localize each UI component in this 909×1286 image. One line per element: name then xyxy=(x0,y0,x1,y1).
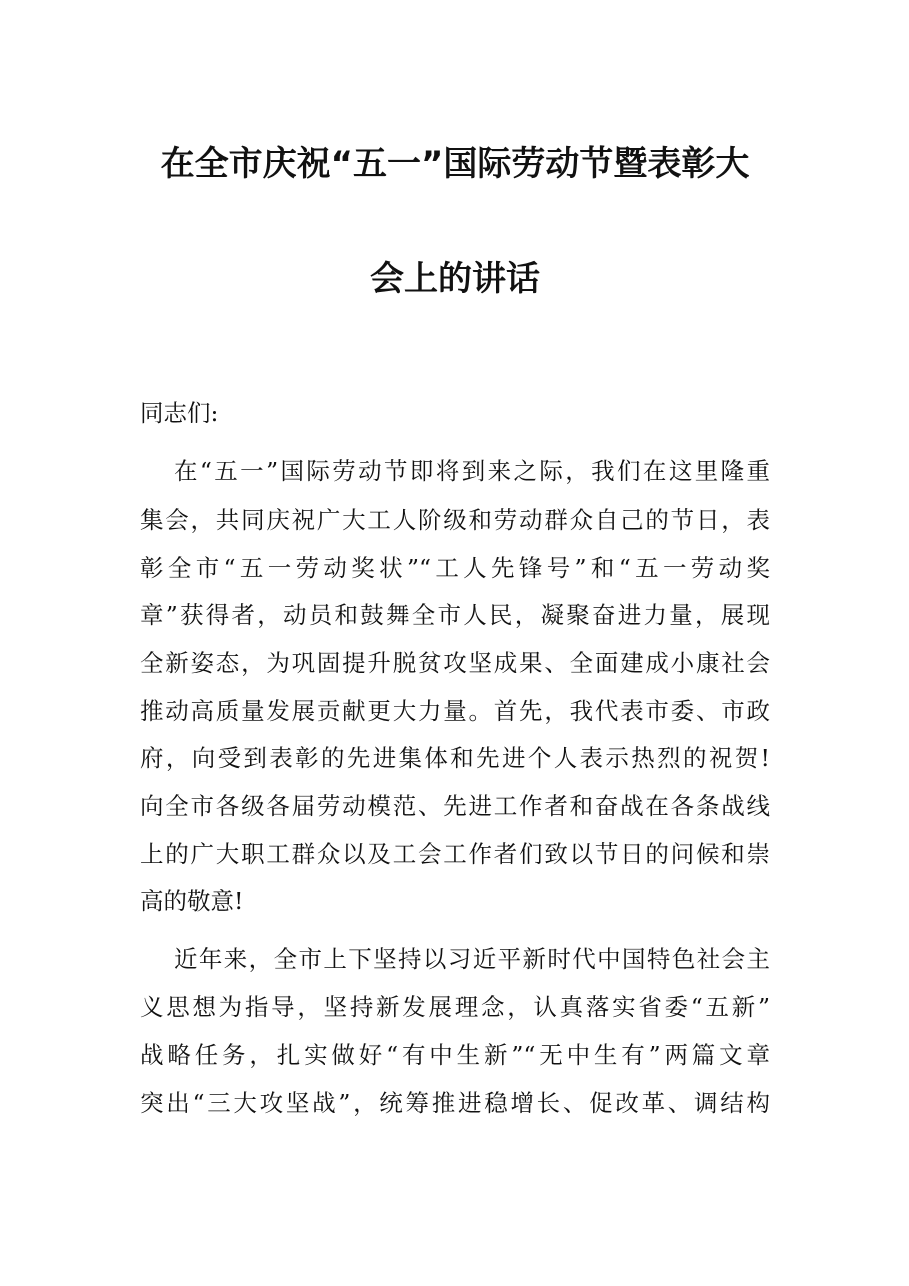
paragraph-2-line-1: 近年来，全市上下坚持以习近平新时代中国特色社会主 xyxy=(174,945,770,973)
paragraph-1-line-7: 府，向受到表彰的先进集体和先进个人表示热烈的祝贺! xyxy=(140,744,770,772)
paragraph-1-line-6: 推动高质量发展贡献更大力量。首先，我代表市委、市政 xyxy=(140,697,770,725)
paragraph-1-line-1: 在“五一”国际劳动节即将到来之际，我们在这里隆重 xyxy=(174,457,770,485)
paragraph-1-line-10: 高的敬意! xyxy=(140,887,244,915)
paragraph-1-line-9: 上的广大职工群众以及工会工作者们致以节日的问候和崇 xyxy=(140,840,770,868)
document-title-line-2: 会上的讲话 xyxy=(370,259,540,299)
paragraph-1-line-3: 彰全市“五一劳动奖状”“工人先锋号”和“五一劳动奖 xyxy=(140,554,770,582)
paragraph-1-line-2: 集会，共同庆祝广大工人阶级和劳动群众自己的节日，表 xyxy=(140,506,770,534)
paragraph-1-line-5: 全新姿态，为巩固提升脱贫攻坚成果、全面建成小康社会 xyxy=(140,649,770,677)
paragraph-2-line-2: 义思想为指导，坚持新发展理念，认真落实省委“五新” xyxy=(140,993,770,1021)
paragraph-2-line-3: 战略任务，扎实做好“有中生新”“无中生有”两篇文章 xyxy=(140,1041,770,1069)
document-title-line-1: 在全市庆祝“五一”国际劳动节暨表彰大 xyxy=(160,144,750,184)
paragraph-1-line-4: 章”获得者，动员和鼓舞全市人民，凝聚奋进力量，展现 xyxy=(140,601,770,629)
paragraph-2-line-4: 突出“三大攻坚战”，统筹推进稳增长、促改革、调结构 xyxy=(140,1089,770,1117)
paragraph-1-line-8: 向全市各级各届劳动模范、先进工作者和奋战在各条战线 xyxy=(140,792,770,820)
salutation: 同志们: xyxy=(140,399,219,427)
